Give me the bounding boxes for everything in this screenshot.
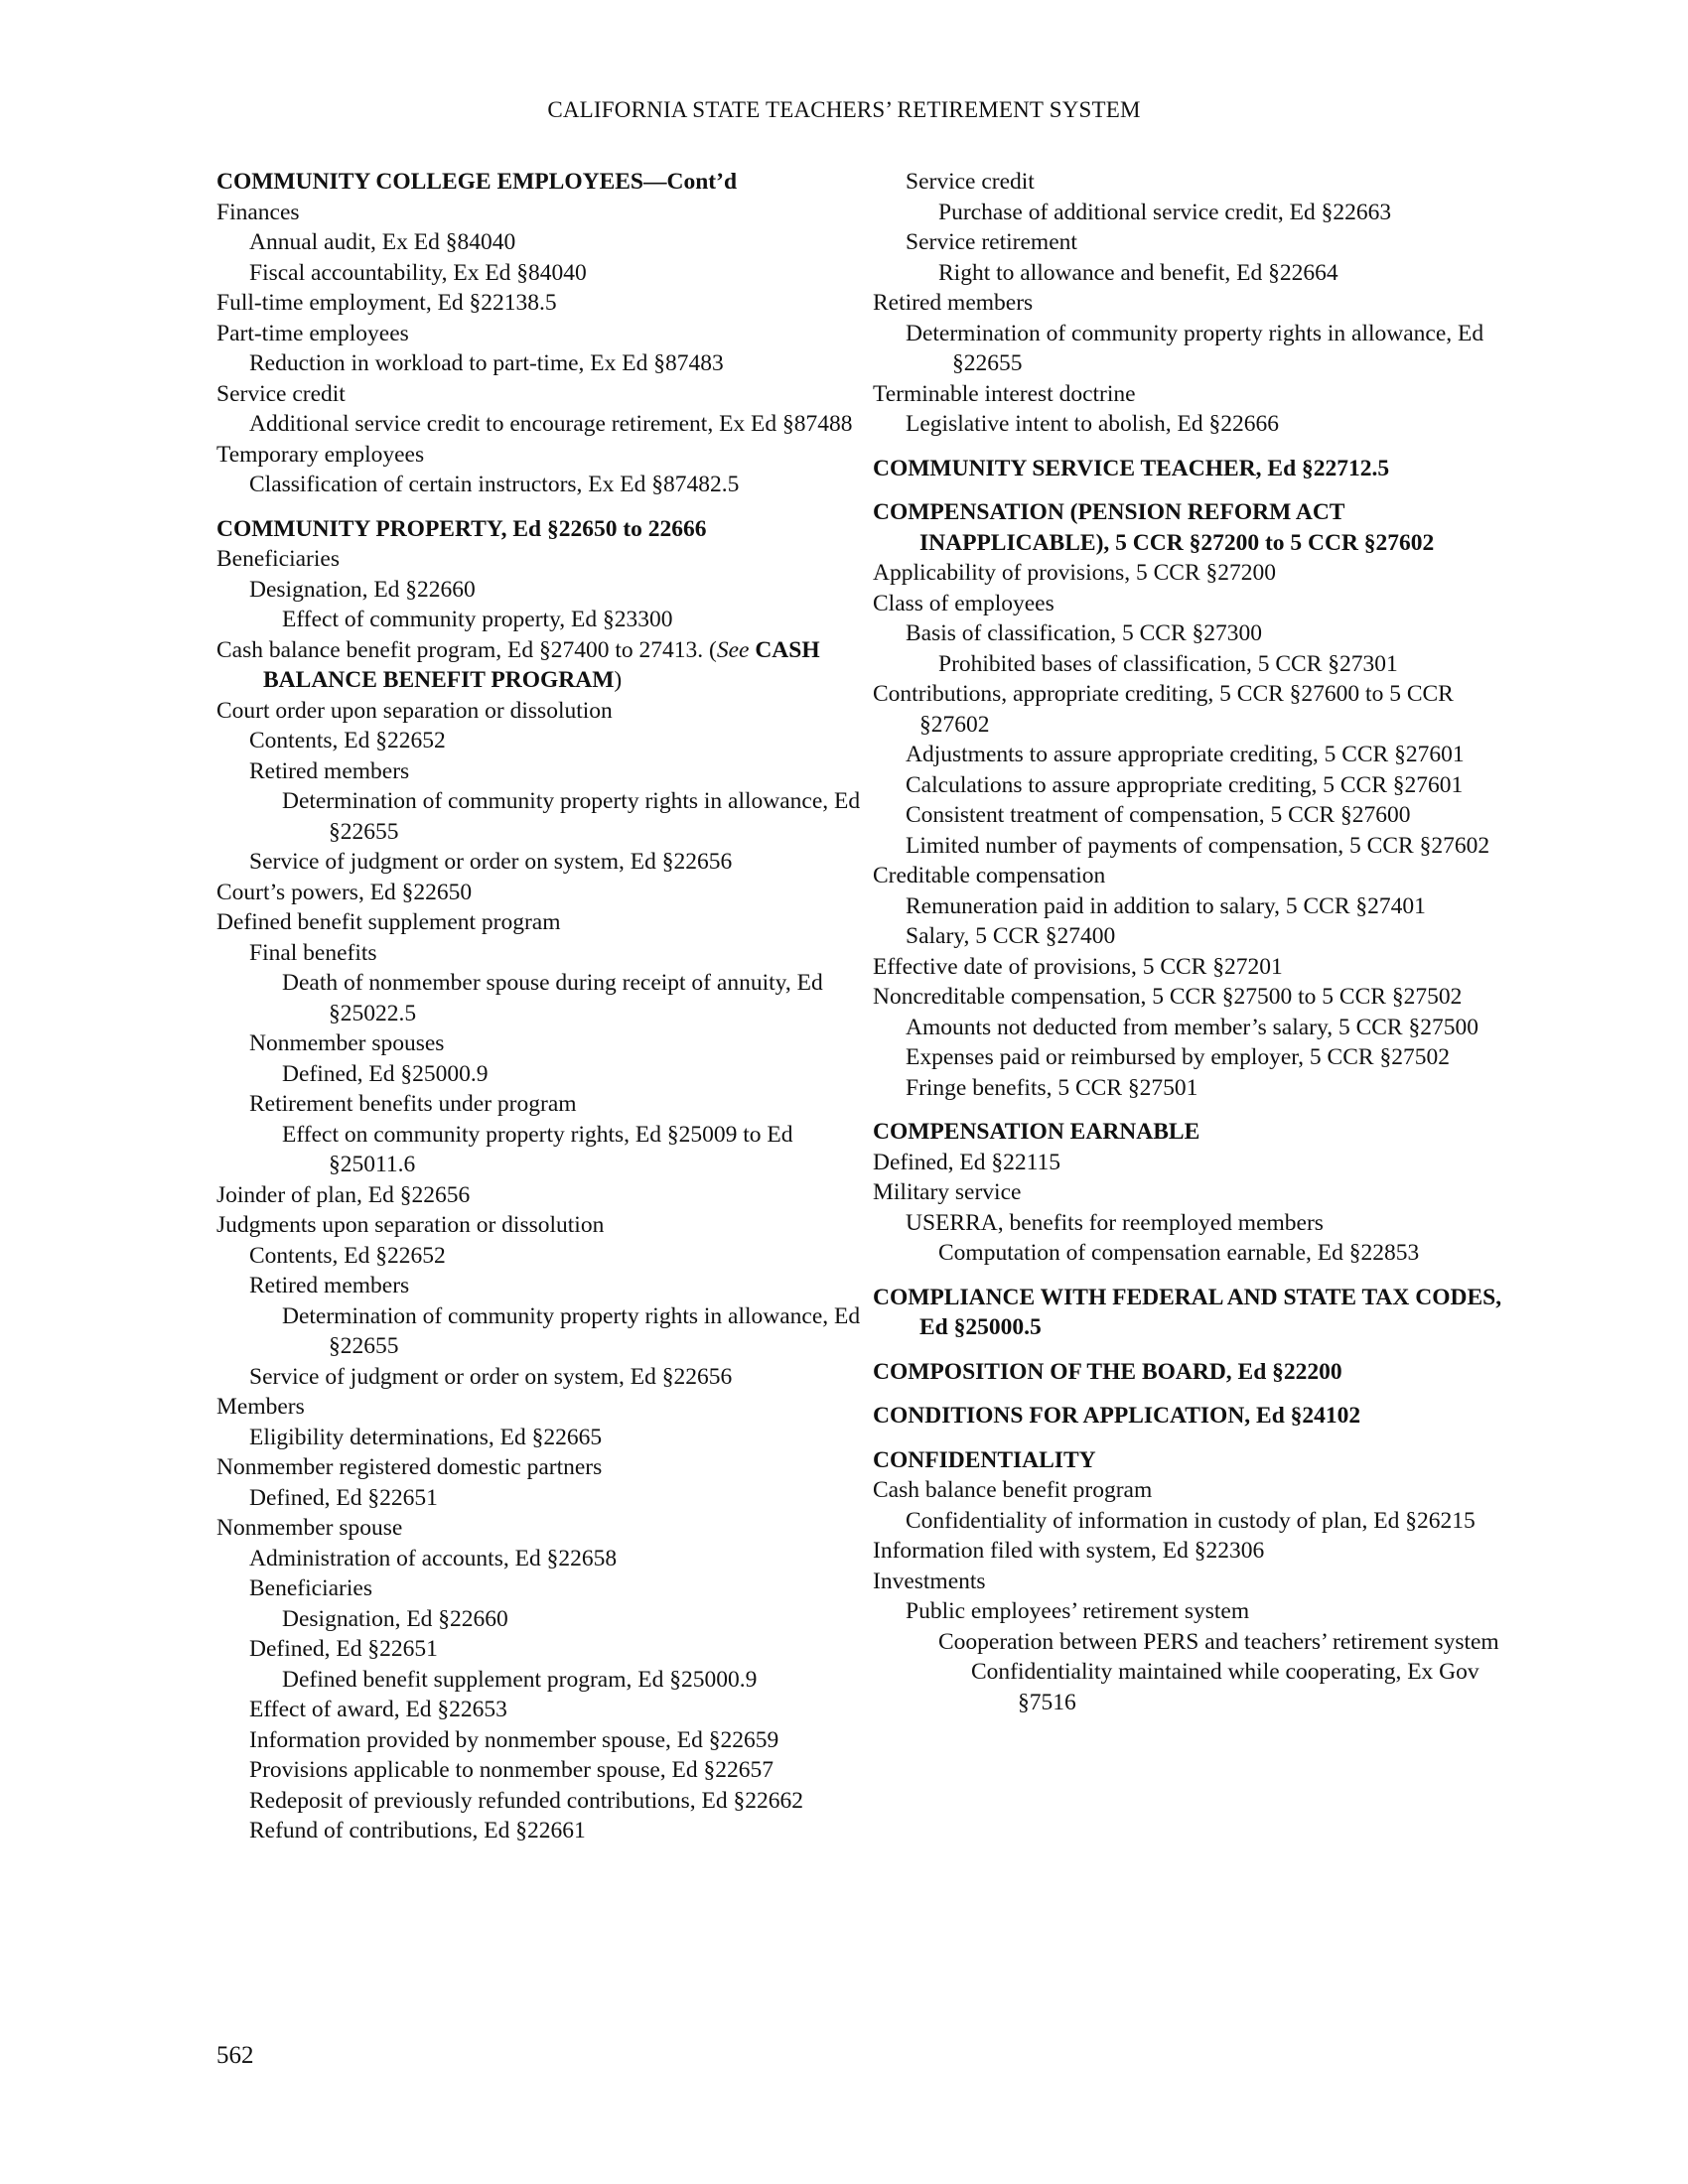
index-entry: Confidentiality maintained while cooperating, Ex Gov §7516 bbox=[971, 1659, 1479, 1715]
index-entry: Court’s powers, Ed §22650 bbox=[216, 879, 473, 905]
index-entry: Contents, Ed §22652 bbox=[249, 728, 446, 753]
index-heading: COMPENSATION (PENSION REFORM ACT INAPPLICABLE), 5 CCR §27200 to 5 CCR §27602 bbox=[873, 499, 1435, 556]
index-entry: Administration of accounts, Ed §22658 bbox=[249, 1545, 618, 1571]
running-title: CALIFORNIA STATE TEACHERS’ RETIREMENT SYSTEM bbox=[547, 97, 1141, 122]
index-heading: COMMUNITY COLLEGE EMPLOYEES—Cont’d bbox=[216, 169, 738, 195]
index-entry: Service retirement bbox=[906, 229, 1077, 255]
index-entry: Defined, Ed §22651 bbox=[249, 1636, 438, 1662]
index-entry: Annual audit, Ex Ed §84040 bbox=[249, 229, 516, 255]
index-heading: COMMUNITY PROPERTY, Ed §22650 to 22666 bbox=[216, 515, 707, 542]
index-entry: Designation, Ed §22660 bbox=[249, 576, 476, 603]
index-entry: Legislative intent to abolish, Ed §22666 bbox=[906, 411, 1279, 437]
index-entry: Public employees’ retirement system bbox=[906, 1598, 1250, 1624]
index-entry: Effect on community property rights, Ed §25009 to Ed §25011.6 bbox=[282, 1121, 793, 1177]
index-entry: Terminable interest doctrine bbox=[873, 380, 1136, 407]
index-entry: Nonmember spouses bbox=[249, 1030, 445, 1056]
index-entry: Creditable compensation bbox=[873, 863, 1106, 888]
index-entry: Contributions, appropriate crediting, 5 CCR §27600 to 5 CCR §27602 bbox=[873, 681, 1454, 738]
index-entry: Retired members bbox=[249, 757, 410, 784]
index-entry: Defined, Ed §22651 bbox=[249, 1484, 438, 1511]
index-entry: USERRA, benefits for reemployed members bbox=[906, 1209, 1324, 1236]
index-entry: Retired members bbox=[249, 1273, 410, 1298]
index-entry: Defined benefit supplement program bbox=[216, 909, 561, 935]
index-entry: Final benefits bbox=[249, 939, 377, 966]
index-entry: Prohibited bases of classification, 5 CCR §27301 bbox=[938, 650, 1398, 677]
index-entry: Defined benefit supplement program, Ed §25000.9 bbox=[282, 1666, 758, 1693]
index-entry: Adjustments to assure appropriate crediting, 5 CCR §27601 bbox=[906, 742, 1465, 767]
index-entry: Redeposit of previously refunded contributions, Ed §22662 bbox=[249, 1787, 804, 1814]
index-entry: Limited number of payments of compensation, 5 CCR §27602 bbox=[906, 832, 1490, 859]
index-entry: Information filed with system, Ed §22306 bbox=[873, 1538, 1265, 1564]
index-entry: Nonmember spouse bbox=[216, 1515, 403, 1541]
index-column-left bbox=[216, 167, 862, 1846]
index-entry: Retirement benefits under program bbox=[249, 1091, 577, 1117]
index-entry: Military service bbox=[873, 1179, 1022, 1205]
index-entry: Amounts not deducted from member’s salary, 5 CCR §27500 bbox=[906, 1014, 1478, 1040]
index-entry: Effective date of provisions, 5 CCR §27201 bbox=[873, 953, 1283, 980]
index-entry: Provisions applicable to nonmember spouse, Ed §22657 bbox=[249, 1757, 774, 1783]
index-entry: Applicability of provisions, 5 CCR §27200 bbox=[873, 560, 1277, 586]
index-entry: Effect of award, Ed §22653 bbox=[249, 1697, 507, 1722]
index-heading: COMPENSATION EARNABLE bbox=[873, 1119, 1200, 1145]
index-entry: Confidentiality of information in custody of plan, Ed §26215 bbox=[906, 1507, 1476, 1534]
index-entry: Effect of community property, Ed §23300 bbox=[282, 607, 673, 632]
index-entry: Purchase of additional service credit, Ed §22663 bbox=[938, 199, 1392, 225]
index-entry: Computation of compensation earnable, Ed §22853 bbox=[938, 1240, 1420, 1266]
index-entry: Information provided by nonmember spouse, Ed §22659 bbox=[249, 1726, 779, 1753]
index-entry: Service credit bbox=[216, 380, 346, 407]
index-entry-text: Cash balance benefit program, Ed §27400 to 27413. ( bbox=[216, 636, 717, 663]
cross-reference: CASH BALANCE BENEFIT PROGRAM bbox=[263, 636, 820, 693]
index-entry: Expenses paid or reimbursed by employer, 5 CCR §27502 bbox=[906, 1044, 1450, 1070]
index-entry: Finances bbox=[216, 199, 300, 225]
index-entry: Temporary employees bbox=[216, 441, 425, 468]
index-entry: Consistent treatment of compensation, 5 CCR §27600 bbox=[906, 802, 1411, 828]
index-entry: Defined, Ed §25000.9 bbox=[282, 1060, 489, 1087]
index-heading: CONDITIONS FOR APPLICATION, Ed §24102 bbox=[873, 1403, 1361, 1429]
index-entry: Noncreditable compensation, 5 CCR §27500 to 5 CCR §27502 bbox=[873, 984, 1463, 1010]
index-entry: Class of employees bbox=[873, 590, 1055, 616]
index-entry: Joinder of plan, Ed §22656 bbox=[216, 1181, 471, 1208]
index-entry: Service credit bbox=[906, 169, 1035, 195]
index-entry: Reduction in workload to part-time, Ex Ed §87483 bbox=[249, 350, 724, 376]
index-entry: Basis of classification, 5 CCR §27300 bbox=[906, 620, 1263, 646]
closing-paren: ) bbox=[614, 667, 623, 693]
index-entry: Determination of community property rights in allowance, Ed §22655 bbox=[906, 320, 1484, 376]
index-entry: Right to allowance and benefit, Ed §22664 bbox=[938, 259, 1338, 286]
index-entry: Contents, Ed §22652 bbox=[249, 1242, 446, 1269]
index-entry: Cash balance benefit program bbox=[873, 1477, 1153, 1503]
index-entry: Refund of contributions, Ed §22661 bbox=[249, 1818, 586, 1843]
index-entry: Death of nonmember spouse during receipt of annuity, Ed §25022.5 bbox=[282, 970, 823, 1026]
index-entry: Full-time employment, Ed §22138.5 bbox=[216, 290, 557, 316]
index-entry: Part-time employees bbox=[216, 320, 409, 346]
see-reference: See bbox=[716, 636, 750, 663]
index-entry: Investments bbox=[873, 1568, 986, 1594]
index-entry: Nonmember registered domestic partners bbox=[216, 1454, 603, 1480]
index-entry: Eligibility determinations, Ed §22665 bbox=[249, 1424, 603, 1450]
index-entry: Designation, Ed §22660 bbox=[282, 1605, 508, 1632]
index-heading: COMPOSITION OF THE BOARD, Ed §22200 bbox=[873, 1358, 1342, 1385]
index-entry bbox=[216, 635, 862, 696]
index-entry: Remuneration paid in addition to salary, 5 CCR §27401 bbox=[906, 892, 1426, 919]
index-entry: Retired members bbox=[873, 290, 1034, 316]
index-entry: Beneficiaries bbox=[249, 1575, 372, 1601]
index-entry: Fringe benefits, 5 CCR §27501 bbox=[906, 1074, 1198, 1101]
index-entry: Calculations to assure appropriate crediting, 5 CCR §27601 bbox=[906, 771, 1464, 798]
index-entry: Cooperation between PERS and teachers’ retirement system bbox=[938, 1628, 1499, 1655]
index-heading: CONFIDENTIALITY bbox=[873, 1446, 1096, 1473]
index-entry: Fiscal accountability, Ex Ed §84040 bbox=[249, 259, 587, 286]
index-entry: Members bbox=[216, 1394, 305, 1420]
index-entry: Determination of community property rights in allowance, Ed §22655 bbox=[282, 788, 861, 845]
index-entry: Judgments upon separation or dissolution bbox=[216, 1212, 605, 1238]
index-entry: Beneficiaries bbox=[216, 546, 340, 572]
index-entry: Court order upon separation or dissolution bbox=[216, 697, 613, 724]
index-heading: COMPLIANCE WITH FEDERAL AND STATE TAX CODES, Ed §25000.5 bbox=[873, 1284, 1502, 1340]
index-entry: Defined, Ed §22115 bbox=[873, 1149, 1061, 1175]
page-number: 562 bbox=[216, 2042, 254, 2069]
index-entry: Salary, 5 CCR §27400 bbox=[906, 923, 1116, 949]
index-entry: Service of judgment or order on system, Ed §22656 bbox=[249, 849, 733, 875]
index-entry: Additional service credit to encourage retirement, Ex Ed §87488 bbox=[249, 411, 853, 437]
index-entry: Determination of community property rights in allowance, Ed §22655 bbox=[282, 1302, 861, 1359]
index-entry: Service of judgment or order on system, Ed §22656 bbox=[249, 1363, 733, 1390]
index-heading: COMMUNITY SERVICE TEACHER, Ed §22712.5 bbox=[873, 455, 1390, 481]
index-entry: Classification of certain instructors, Ex Ed §87482.5 bbox=[249, 472, 740, 497]
index-column-right bbox=[873, 167, 1518, 1717]
